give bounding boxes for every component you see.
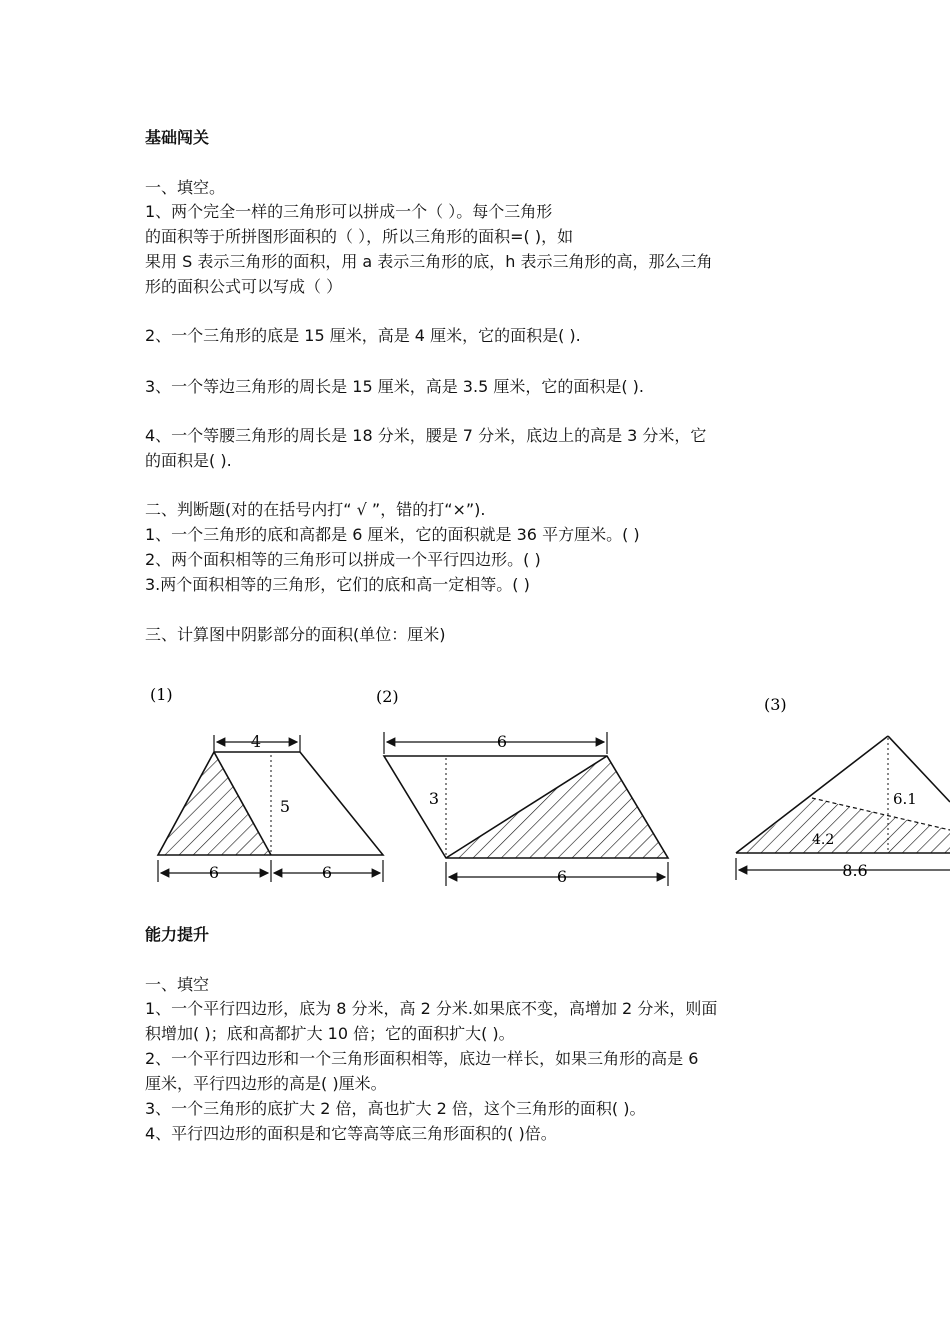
question-2: 2、一个三角形的底是 15 厘米，高是 4 厘米，它的面积是( ).	[145, 326, 581, 345]
figure-3-bottom-label: 8.6	[842, 861, 868, 880]
figure-2-label: (2)	[376, 687, 399, 706]
question-1-line-1: 1、两个完全一样的三角形可以拼成一个（ ）。每个三角形	[145, 202, 553, 221]
adv-question-4: 4、平行四边形的面积是和它等高等底三角形面积的( )倍。	[145, 1124, 557, 1143]
fill-heading-2: 一、填空	[145, 975, 210, 994]
adv-question-2-line-1: 2、一个平行四边形和一个三角形面积相等，底边一样长，如果三角形的高是 6	[145, 1049, 699, 1068]
question-1-line-3: 果用 S 表示三角形的面积，用 a 表示三角形的底，h 表示三角形的高，那么三角	[145, 252, 713, 271]
adv-question-1-line-1: 1、一个平行四边形，底为 8 分米，高 2 分米.如果底不变，高增加 2 分米，则面	[145, 999, 718, 1018]
question-4-line-2: 的面积是( ).	[145, 451, 232, 470]
figure-3-inner-label: 4.2	[812, 832, 835, 848]
figure-3-shaded-region	[736, 798, 950, 853]
question-1-line-4: 形的面积公式可以写成（ ）	[145, 277, 343, 296]
figure-2-height-label: 3	[428, 789, 440, 808]
figure-1-height-label: 5	[279, 797, 291, 816]
figure-3	[736, 695, 950, 880]
question-4-line-1: 4、一个等腰三角形的周长是 18 分米，腰是 7 分米，底边上的高是 3 分米，它	[145, 426, 707, 445]
geometry-figures	[0, 680, 950, 890]
figure-2-bottom-label: 6	[556, 867, 568, 886]
figure-1-top-label: 4	[250, 732, 262, 751]
figure-3-height-label: 6.1	[893, 790, 917, 808]
judge-item-1: 1、一个三角形的底和高都是 6 厘米，它的面积就是 36 平方厘米。( )	[145, 525, 640, 544]
adv-question-3: 3、一个三角形的底扩大 2 倍，高也扩大 2 倍，这个三角形的面积( )。	[145, 1099, 646, 1118]
judge-heading: 二、判断题(对的在括号内打“ √ ”，错的打“×”).	[145, 500, 486, 519]
figures-svg	[0, 680, 950, 890]
figure-1	[150, 685, 383, 882]
figure-2-top-label: 6	[496, 732, 508, 751]
judge-item-2: 2、两个面积相等的三角形可以拼成一个平行四边形。( )	[145, 550, 541, 569]
section-title-basic: 基础闯关	[145, 128, 210, 147]
judge-item-3: 3.两个面积相等的三角形，它们的底和高一定相等。( )	[145, 575, 530, 594]
section-title-advanced: 能力提升	[145, 925, 210, 944]
calc-heading: 三、计算图中阴影部分的面积(单位：厘米)	[145, 625, 446, 644]
adv-question-2-line-2: 厘米，平行四边形的高是( )厘米。	[145, 1074, 387, 1093]
fill-heading: 一、填空。	[145, 178, 226, 197]
question-1-line-2: 的面积等于所拼图形面积的（ ），所以三角形的面积=( )，如	[145, 227, 574, 246]
figure-3-label: (3)	[764, 695, 787, 714]
figure-1-bottom-right-label: 6	[321, 863, 333, 882]
figure-2-shaded-triangle	[446, 756, 668, 858]
figure-1-bottom-left-label: 6	[208, 863, 220, 882]
adv-question-1-line-2: 积增加( )；底和高都扩大 10 倍；它的面积扩大( )。	[145, 1024, 515, 1043]
figure-1-shaded-triangle	[158, 752, 271, 855]
figure-1-label: (1)	[150, 685, 173, 704]
question-3: 3、一个等边三角形的周长是 15 厘米，高是 3.5 厘米，它的面积是( ).	[145, 377, 644, 396]
figure-2	[376, 687, 668, 886]
